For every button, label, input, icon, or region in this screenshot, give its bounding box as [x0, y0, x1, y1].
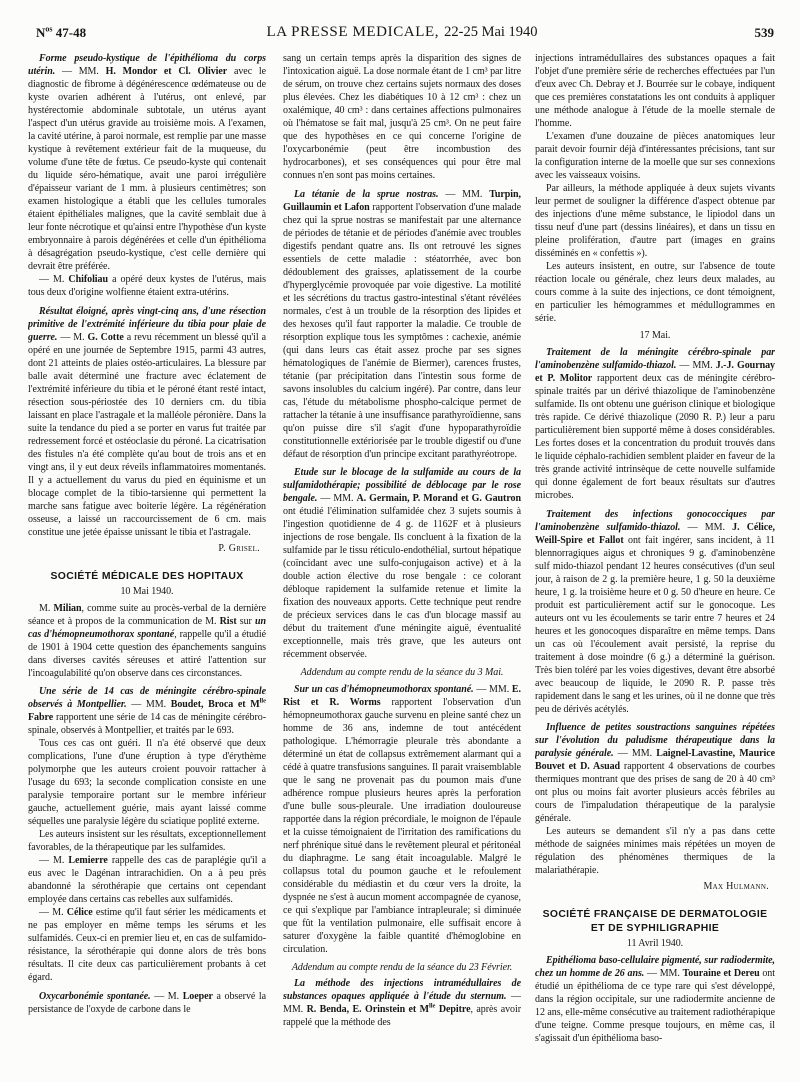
article-title: Oxycarbonémie spontanée.: [39, 990, 151, 1002]
section-heading-text: SOCIÉTÉ MÉDICALE DES HOPITAUX: [50, 570, 244, 582]
author-names: Laignel-Lavastine, Maurice Bouvet et D. Asuad: [535, 748, 775, 772]
article-text: rappelle des cas de paraplégie qu'il a eus avec le Dagénan intrarachidien. On a à peu près abandonné la sérothérapie que certains ont cependant employée dans certains cas rebelles aux sulfamidés.: [28, 855, 266, 906]
article-paragraph: [535, 721, 775, 825]
author-lead: — MM.: [126, 699, 171, 711]
article-text: L'examen d'une douzaine de pièces anatomiques leur parait devoir fournir déjà d'intéressantes précisions, tant sur la configuration interne de la moelle que sur ses connexions avec les vaisseaux voisins.: [535, 131, 775, 181]
issue-superscript: os: [45, 24, 53, 34]
article-paragraph: [28, 737, 266, 828]
article-text: Les auteurs insistent sur les résultats, exceptionnellement favorables, de la thérapeutique par les sulfamides.: [28, 829, 266, 854]
author-names: J.-J. Gournay et P. Molitor: [535, 360, 775, 384]
article-text: ont fait ingérer, sans incident, à 11 blennorragiques aigus et chroniques 9 g. d'aminobenzène sulf mido-thiazol pendant 12 heures consécutives (d'un seul jour, à raison de 2 g. la première heure, 1 g. 50 la deuxième heure, 1 g. la troisième heure et 0 g. 50 d'heure en heure. Ce produit est particulièrement actif sur le gonocoque. Les auteurs ont vu les écoulements se tarir entre 7 heures et 24 heures et les gonocoques disparaître en même temps. Dans un cas où l'écoulement avait persisté, la reprise du traitement à dose moindre (6 g.) a déterminé la guérison. Très bien toléré par les voies digestives, devant être absorbé avec beaucoup de liquide, le 2090 R. P. passe très rapidement dans le sang et les urines, où il ne donne que très peu de dérivés acétylés.: [535, 534, 775, 715]
author-names: H. Mondor et Cl. Olivier: [105, 66, 228, 77]
article-paragraph: [283, 466, 521, 661]
article-text: rapportent une série de 14 cas de méningite cérébro-spinale, observés à Montpellier, et traités par le 693.: [28, 712, 266, 737]
article-title: Résultat éloigné, après vingt-cinq ans, d'une résection primitive de l'extrémité inférieure du tibia pour plaie de guerre.: [28, 305, 266, 343]
report-signature: P. Grisel.: [218, 542, 260, 554]
author-names: Célice: [66, 907, 93, 919]
article-paragraph: [28, 906, 266, 984]
author-lead: — MM.: [676, 360, 716, 371]
article-paragraph: [535, 260, 775, 325]
article-text: rapportent l'observation d'une malade chez qui la sprue nostras se manifestait par une alternance de périodes de tétanie et de périodes d'anémie avec troubles digestifs pendant quatre ans. Ils ont retrouvé les signes essentiels de cette maladie : stéatorrhée, avec bon dédoublement des graisses, aplatissement de la courbe d'hyperglycémie provoquée par voie digestive. La motilité et les sécrétions du tractus gastro-intestinal s'étant révélées normales, c'est à un trouble de la résorption des lipides et des hexoses qu'il faut rapporter la maladie. Ce trouble de résorption explique tous les symptômes : cachexie, anémie (qui dans leurs cas était assez proche par ses signes hématologiques de l'anémie de Biermer), carences frustes, tétanie (par précipitation dans l'intestin sous forme de savons insolubles du calcium ingéré). Par contre, dans leur cas, l'étude du métabolisme phospho-calcique permet de rattacher la tétanie à une insuffisance parathyroïdienne, sans qu'on puisse dire s'il s'agit d'une hypoparathyroïdie constitutionnelle extériorisée par le trouble digestif ou d'une défaut de résorption d'un principe excitant parathyréotrope.: [283, 201, 521, 460]
author-names: Fabre: [28, 712, 54, 724]
article-text: sur: [236, 615, 255, 627]
addendum-note: Addendum au compte rendu de la séance du 23 Février.: [291, 961, 513, 973]
author-lead: — MM.: [473, 683, 512, 695]
article-paragraph: [535, 52, 775, 130]
article-title: La tétanie de la sprue nostras.: [294, 188, 439, 200]
article-text: , comme suite au procès-verbal de la dernière séance et à propos de la communication de M.: [28, 602, 266, 627]
section-heading: [28, 570, 266, 584]
article-text: , après avoir rappelé que la méthode des: [283, 1004, 521, 1028]
author-names: Depitre: [435, 1004, 471, 1015]
article-title: Epithélioma baso-cellulaire pigmenté, sur radiodermite, chez un homme de 26 ans.: [535, 954, 775, 979]
author-names: Milian: [53, 602, 82, 614]
article-paragraph: [535, 508, 775, 716]
section-heading: [535, 908, 775, 935]
author-lead: — MM.: [317, 493, 357, 504]
author-lead: — M.: [57, 331, 88, 343]
article-title: Forme pseudo-kystique de l'épithélioma du corps utérin.: [28, 53, 266, 77]
session-date: 17 Mai.: [639, 330, 671, 341]
article-text: Les auteurs insistent, en outre, sur l'absence de toute réaction locale ou générale, chez leurs deux malades, au cours comme à la suite des injections, ce dont témoignent, en particulier les hémogrammes et médullogrammes en série.: [535, 261, 775, 324]
article-text: avec le diagnostic de fibrome à dégénérescence œdémateuse ou de kyste ovarien adhérent à l'utérus, ont enlevé, par hystérectomie abdominale subtotale, un utérus ayant l'aspect d'un utérus gravide au troisième mois. A l'examen, la cavité utérine, à paroi normale, est remplie par une masse kystique à revêtement extérieur fait de la muqueuse, du volume d'une tête de fœtus. Ce pseudo-kyste qui contenait du liquide séro-hématique, avait une paroi irrégulière d'épaisseur variant de 1 mm. à plusieurs centimètres; son examen histologique a établi que les cellules tumorales étaient épithéliales malignes, que la cavité semblait due à leur fonte nécrotique et qu'ainsi entre l'hypothèse d'un kyste embryonnaire à parois dégénérées et celle d'un épithélioma à désagrégation pseudo-kystique, c'est celle dernière qui devrait être préférée.: [28, 66, 266, 272]
section-heading-line: SOCIÉTÉ FRANÇAISE DE DERMATOLOGIE: [542, 909, 768, 920]
author-names: E. Rist et R. Worms: [283, 683, 521, 708]
author-lead: — M.: [39, 907, 67, 919]
article-text: a observé la persistance de l'oxyde de carbone dans le: [28, 990, 266, 1015]
report-signature: Max Hulmann.: [703, 881, 769, 892]
page-number: 539: [754, 25, 774, 40]
author-lead: — MM.: [283, 991, 521, 1015]
article-title: Une série de 14 cas de méningite cérébro-spinale observés à Montpellier.: [28, 686, 266, 711]
author-names: Turpin, Guillaumin et Lafon: [283, 188, 521, 213]
article-text: rapportent 4 observations de courbes thermiques montrant que des prises de sang de 20 à 40 cm³ ont plus ou moins fait avorter plusieurs accès fébriles au cours de l'impaludation thérapeutique de la paralysie générale.: [535, 761, 775, 824]
superscript: lle: [259, 697, 266, 705]
author-lead: — MM.: [680, 521, 733, 533]
article-paragraph: [28, 685, 266, 737]
superscript: lle: [429, 1002, 436, 1010]
author-lead: — M.: [39, 274, 69, 285]
article-text: ont étudié un épithélioma de ce type rare qui s'est développé, dans la région occipitale, sur une radiodermite ancienne de 12 ans, elle-même consécutive au traitement radiothérapique d'une teigne. Comme presque toujours, en même cas, il s'agissait d'un épithélioma baso-: [535, 967, 775, 1044]
author-names: G. Cotte: [87, 331, 124, 343]
issue-value: 47-48: [55, 25, 87, 40]
author-lead: — MM.: [613, 748, 657, 759]
article-paragraph: [535, 954, 775, 1045]
article-paragraph: [28, 828, 266, 854]
article-paragraph: [28, 305, 266, 539]
article-paragraph: [283, 683, 521, 956]
author-lead: — MM.: [644, 967, 683, 979]
author-lead: M.: [39, 602, 54, 614]
addendum-note: Addendum au compte rendu de la séance du 3 Mai.: [300, 667, 504, 678]
article-text: a opéré deux kystes de l'utérus, mais tous deux d'origine wolfienne étaient extra-utérins.: [28, 274, 266, 298]
article-text: rapportent deux cas de méningite cérébro-spinale traités par un dérivé thiazolique de l'aminobenzène sulfamide. Ils ont obtenu une guérison clinique et biologique très rapide. Ce dérivé thiazolique (2090 R. P.) leur a paru particulièrement bien supporté même à doses considérables. Les fortes doses et la concentration du produit trouvés dans le liquide céphalo-rachidien semblent plaider en faveur de la très grande activité intrinsèque de cette nouvelle sulfamide qui donne également de fort beaux résultats sur d'autres microbes.: [535, 373, 775, 501]
author-names: Boudet, Broca et M: [170, 699, 260, 711]
author-names: R. Benda, E. Orinstein et M: [306, 1004, 430, 1015]
article-paragraph: [283, 977, 521, 1029]
column-left: [28, 52, 266, 1076]
author-names: Chifoliau: [68, 274, 108, 285]
author-names: Loeper: [182, 990, 213, 1002]
article-paragraph: [28, 990, 266, 1016]
article-title: Traitement des infections gonococciques par l'aminobenzène sulfamido-thiazol.: [535, 508, 775, 533]
issue-date: 22-25 Mai 1940: [444, 24, 538, 40]
journal-masthead: [30, 23, 774, 41]
article-paragraph: [28, 854, 266, 906]
article-paragraph: [535, 825, 775, 877]
author-lead: — MM.: [55, 66, 106, 77]
author-names: J. Célice, Weill-Spire et Fallot: [535, 521, 775, 546]
article-paragraph: [283, 188, 521, 461]
author-names: Touraine et Dereu: [682, 967, 760, 979]
article-title: Sur un cas d'hémopneumothorax spontané.: [294, 683, 474, 695]
article-paragraph: [535, 182, 775, 260]
article-text: , rappelle qu'il a étudié de 1901 à 1904 cette question des épanchements sanguins dans diverses cavités séreuses et attiré l'attention sur l'incoagulabilité qu'on observe dans ces circonstances.: [28, 628, 266, 679]
article-paragraph: [28, 273, 266, 299]
article-text: Tous ces cas ont guéri. Il n'a été observé que deux complications, l'une d'une éruption à type d'érythème polymorphe que les auteurs croient pouvoir rattacher à l'usage du 693; la seconde complication consiste en une paralysie temporaire portant sur le membre inférieur gauche, actuellement guérie, mais ayant laissé comme séquelles une paralysie légère du sciatique poplité externe.: [28, 738, 266, 828]
author-lead: — M.: [39, 855, 69, 867]
article-text: Par ailleurs, la méthode appliquée à deux sujets vivants leur permet de souligner la différence d'aspect obtenue par des injections d'une même substance, le lipiodol dans un tissu neuf d'une part (dessins linéaires), et dans un tissu en pleine prolifération, d'autre part (images en grains disséminés en « confettis »).: [535, 183, 775, 259]
article-paragraph: [28, 52, 266, 273]
article-title: Etude sur le blocage de la sulfamide au cours de la sulfamidothérapie; possibilité de déblocage par le rose bengale.: [283, 467, 521, 504]
author-lead: — M.: [150, 990, 183, 1002]
article-paragraph: [535, 346, 775, 502]
session-date: 10 Mai 1940.: [120, 585, 174, 597]
journal-title: LA PRESSE MEDICALE,: [266, 24, 440, 40]
article-title: La méthode des injections intramédullaires de substances opaques appliquée à l'étude du sternum.: [283, 978, 521, 1002]
article-paragraph: [28, 602, 266, 680]
article-text: sang un certain temps après la disparition des signes de l'intoxication aiguë. La dose normale étant de 1 cm³ par litre de sérum, on trouve chez certains sujets normaux des doses plus élevées. Chez les diabétiques 10 à 12 cm³ : chez un oxalémique, 40 cm³ : dans certaines affections pulmonaires où l'hématose se fait mal, jusqu'à 25 cm³. On ne peut faire que des hypothèses en ce qui concerne l'origine de l'oxycarbonémie (peut être incombustion des hydrocarbones), et ses conséquences qui pour être mal connues n'en sont pas moins certaines.: [283, 53, 521, 181]
author-names: A. Germain, P. Morand et G. Gautron: [356, 493, 521, 504]
column-middle: [283, 52, 521, 1076]
article-paragraph: [283, 52, 521, 182]
author-names: Rist: [219, 615, 237, 627]
article-text: ont étudié l'élimination sulfamidée chez 3 sujets soumis à l'ingestion quotidienne de 4 g. de 1162F et à plusieurs injections de rose bengale. Ils concluent à la fixation de la sulfamide par le tissu réticulo-endothélial, surtout hépatique (coïncidant avec une sulfo-conjugaison active) et à la double action élective du rose bengale : ce colorant débloque rapidement la sulfamide retenue et limite la fixation des nouveaux apports. Cette technique peut rendre de précieux services dans le cas d'un blocage massif au début du traitement d'une méningite aiguë, éventualité exceptionnelle, mais très grave, que les auteurs ont récemment observée.: [283, 506, 521, 660]
article-text: injections intramédullaires des substances opaques a fait l'objet d'une première série de recherches effectuées par l'un d'eux avec Ch. Debray et J. Bourrée sur le cobaye, indiquent que ces premières constatations les ont conduits à appliquer une méthode analogue à l'étude de la moelle sternale de l'homme.: [535, 53, 775, 129]
article-text: rapportent l'observation d'un hémopneumothorax gauche survenu en pleine santé chez un homme de 36 ans, indemne de tout antécédent pathologique. L'hémorragie pleurale très abondante a déterminé un état de collapsus extrêmement alarmant qui a cédé à quatre transfusions sanguines. Il parait vraisemblable que le sang ne provenait pas du poumon mais d'une adhérence rompue plusieurs heures après la perforation d'une bulle sous-pleurale. Une irradiation douloureuse rapportée dans la région précordiale, le moignon de l'épaule et la cuisse témoignaient de l'irritation des ramifications du nerf phrénique situé dans le revêtement pleural et péritonéal du diaphragme. Le sang était incoagulable. Malgré le collapsus total du poumon gauche et le refoulement considérable du médiastin et du cœur vers la droite, la dyspnée ne s'est à aucun moment accompagnée de cyanose, ce qui s'explique par l'ambiance intrapleurale; si diminuée que fût la ventilation pulmonaire, elle suffisait encore à saturer d'oxygène la faible quantité d'hémoglobine en circulation.: [283, 696, 521, 955]
article-title: Influence de petites soustractions sanguines répétées sur l'évolution du paludisme thérapeutique dans la paralysie générale.: [535, 722, 775, 759]
author-lead: — MM.: [438, 188, 490, 200]
article-text: estime qu'il faut sérier les médicaments et ne pas employer en même temps les sérums et les sulfamidés. Ceux-ci en premier lieu et, en cas de sulfamido-résistance, la sérothérapie qui donne alors de très bons résultats. Il cite deux cas particulièrement probants à cet égard.: [28, 907, 266, 984]
section-heading-line: ET DE SYPHILIGRAPHIE: [590, 922, 720, 934]
issue-prefix: N: [36, 25, 46, 40]
session-date: 11 Avril 1940.: [626, 937, 684, 949]
author-names: Lemierre: [68, 855, 108, 867]
article-title: Traitement de la méningite cérébro-spinale par l'aminobenzène sulfamido-thiazol.: [535, 347, 775, 371]
article-text: a revu récemment un blessé qu'il a opéré en une journée de Septembre 1915, parmi 43 autres, dont 21 atteints de plaies ostéo-articulaires. La blessure par balle avait déterminé une fracture avec éclatement de l'extrémité inférieure du tibia et le péroné étant resté intact, résection sous-périostée des 10 derniers cm. du tibia laissant en place l'astragale et la malléole péronière. Dans la suite la tendance du pied a se porter en varus fut traitée par redressement forcé et ostéoclasie du péroné. La cicatrisation des fistules n'a été complète qu'au bout de trois ans et en vingt ans, il y eut deux réveils inflammatoires momentanés. Il y a actuellement du varus du pied en équinisme et un blocage complet de la tibio-tarsienne qui permettent la marche sans fatigue avec boiterie légère. La régénération osseuse, a laissé un raccourcissement de 6 cm. mais constitue une jetée épaisse unissant le tibia et l'astragale.: [28, 331, 266, 538]
page-header: [30, 22, 774, 44]
article-text: Les auteurs se demandent s'il n'y a pas dans cette méthode de saignées minimes mais répétées un moyen de régulation des phénomènes thermiques de la malariathérapie.: [535, 826, 775, 876]
column-right: [535, 52, 775, 1076]
article-title: un cas d'hémopneumothorax spontané: [28, 615, 266, 640]
article-paragraph: [535, 130, 775, 182]
